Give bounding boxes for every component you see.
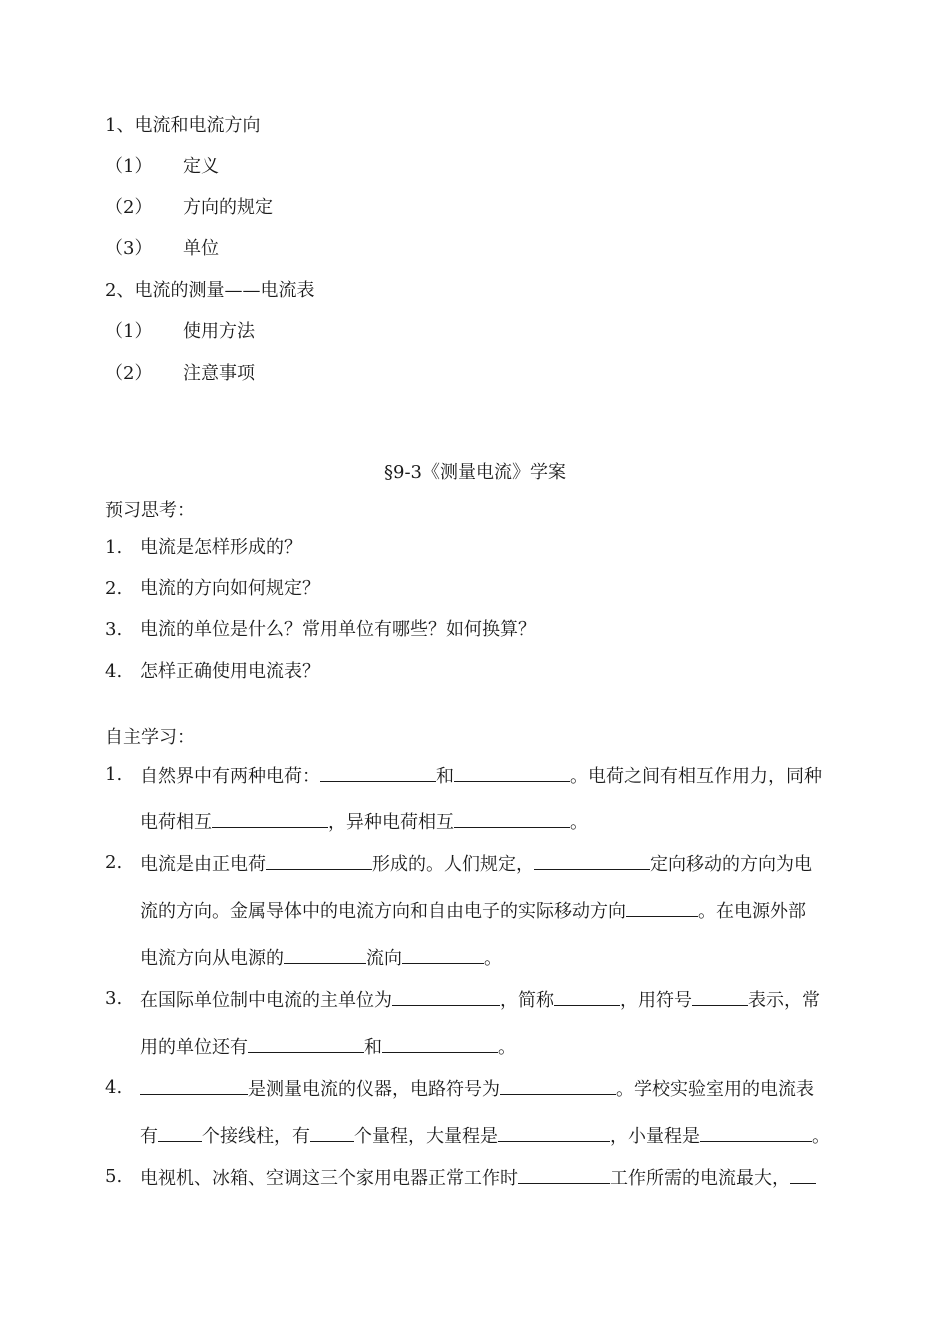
answer-blank[interactable] xyxy=(158,1123,202,1142)
outline-item xyxy=(105,320,255,344)
question-number: 1. xyxy=(105,764,123,785)
answer-blank[interactable] xyxy=(500,1076,616,1095)
text-segment: 。 xyxy=(484,948,502,969)
answer-blank[interactable] xyxy=(310,1123,354,1142)
text-segment: 。 xyxy=(498,1037,516,1058)
self-study-heading: 自主学习： xyxy=(105,727,195,748)
text-segment: ，异种电荷相互 xyxy=(328,812,454,833)
preview-heading: 预习思考： xyxy=(105,500,195,521)
text-segment: 电流方向从电源的 xyxy=(140,948,284,969)
item-number: （2） xyxy=(105,363,153,384)
question-number: 5. xyxy=(105,1166,123,1187)
text-segment: ，用符号 xyxy=(620,990,692,1011)
preview-question: 怎样正确使用电流表？ xyxy=(140,661,320,682)
text-segment: 。电荷之间有相互作用力，同种 xyxy=(570,766,822,787)
item-number: （1） xyxy=(105,156,153,177)
answer-blank[interactable] xyxy=(454,763,570,782)
answer-blank[interactable] xyxy=(692,987,748,1006)
text-segment: 。 xyxy=(812,1126,830,1147)
outline-heading-2: 2、电流的测量——电流表 xyxy=(105,280,315,301)
preview-question: 电流是怎样形成的？ xyxy=(140,537,302,558)
text-segment: 定向移动的方向为电 xyxy=(650,854,812,875)
item-text: 使用方法 xyxy=(183,321,255,342)
question-line xyxy=(140,898,806,924)
item-text: 方向的规定 xyxy=(183,197,273,218)
question-line xyxy=(140,987,820,1013)
preview-question: 电流的单位是什么？常用单位有哪些？如何换算？ xyxy=(140,619,536,640)
answer-blank[interactable] xyxy=(498,1123,610,1142)
preview-number: 1. xyxy=(105,537,123,558)
answer-blank[interactable] xyxy=(626,898,698,917)
answer-blank[interactable] xyxy=(700,1123,812,1142)
text-segment: 形成的。人们规定， xyxy=(372,854,534,875)
item-text: 单位 xyxy=(183,238,219,259)
item-text: 定义 xyxy=(183,156,219,177)
text-segment: 电荷相互 xyxy=(140,812,212,833)
preview-number: 3. xyxy=(105,619,123,640)
answer-blank[interactable] xyxy=(266,851,372,870)
text-segment: 用的单位还有 xyxy=(140,1037,248,1058)
answer-blank[interactable] xyxy=(554,987,620,1006)
text-segment: 电流是由正电荷 xyxy=(140,854,266,875)
text-segment: 和 xyxy=(436,766,454,787)
text-segment: 工作所需的电流最大， xyxy=(610,1168,790,1189)
question-line xyxy=(140,1076,814,1102)
question-line xyxy=(140,1034,516,1060)
question-line xyxy=(140,1123,830,1149)
answer-blank[interactable] xyxy=(212,809,328,828)
outline-item xyxy=(105,155,219,179)
preview-number: 4. xyxy=(105,661,123,682)
text-segment: 和 xyxy=(364,1037,382,1058)
item-text: 注意事项 xyxy=(183,363,255,384)
text-segment: ，小量程是 xyxy=(610,1126,700,1147)
text-segment: 有 xyxy=(140,1126,158,1147)
item-number: （3） xyxy=(105,238,153,259)
preview-question: 电流的方向如何规定？ xyxy=(140,578,320,599)
question-number: 4. xyxy=(105,1077,123,1098)
outline-item xyxy=(105,196,273,220)
question-number: 3. xyxy=(105,988,123,1009)
answer-blank[interactable] xyxy=(284,945,366,964)
text-segment: 个量程，大量程是 xyxy=(354,1126,498,1147)
answer-blank[interactable] xyxy=(454,809,570,828)
text-segment: 电视机、冰箱、空调这三个家用电器正常工作时 xyxy=(140,1168,518,1189)
outline-item xyxy=(105,362,255,386)
text-segment: 流的方向。金属导体中的电流方向和自由电子的实际移动方向 xyxy=(140,901,626,922)
answer-blank[interactable] xyxy=(392,987,500,1006)
question-number: 2. xyxy=(105,852,123,873)
outline-heading-1: 1、电流和电流方向 xyxy=(105,115,261,136)
text-segment: 是测量电流的仪器，电路符号为 xyxy=(248,1079,500,1100)
answer-blank[interactable] xyxy=(790,1165,816,1184)
text-segment: ，简称 xyxy=(500,990,554,1011)
item-number: （1） xyxy=(105,321,153,342)
item-number: （2） xyxy=(105,197,153,218)
text-segment: 流向 xyxy=(366,948,402,969)
outline-item xyxy=(105,237,219,261)
page-title: §9-3《测量电流》学案 xyxy=(384,462,566,483)
preview-number: 2. xyxy=(105,578,123,599)
answer-blank[interactable] xyxy=(402,945,484,964)
text-segment: 自然界中有两种电荷： xyxy=(140,766,320,787)
question-line xyxy=(140,809,588,835)
text-segment: 。学校实验室用的电流表 xyxy=(616,1079,814,1100)
question-line xyxy=(140,851,812,877)
text-segment: 。 xyxy=(570,812,588,833)
text-segment: 。在电源外部 xyxy=(698,901,806,922)
question-line xyxy=(140,1165,816,1191)
text-segment: 表示，常 xyxy=(748,990,820,1011)
answer-blank[interactable] xyxy=(382,1034,498,1053)
answer-blank[interactable] xyxy=(320,763,436,782)
answer-blank[interactable] xyxy=(534,851,650,870)
text-segment: 个接线柱，有 xyxy=(202,1126,310,1147)
answer-blank[interactable] xyxy=(248,1034,364,1053)
answer-blank[interactable] xyxy=(140,1076,248,1095)
question-line xyxy=(140,763,822,789)
question-line xyxy=(140,945,502,971)
answer-blank[interactable] xyxy=(518,1165,610,1184)
text-segment: 在国际单位制中电流的主单位为 xyxy=(140,990,392,1011)
